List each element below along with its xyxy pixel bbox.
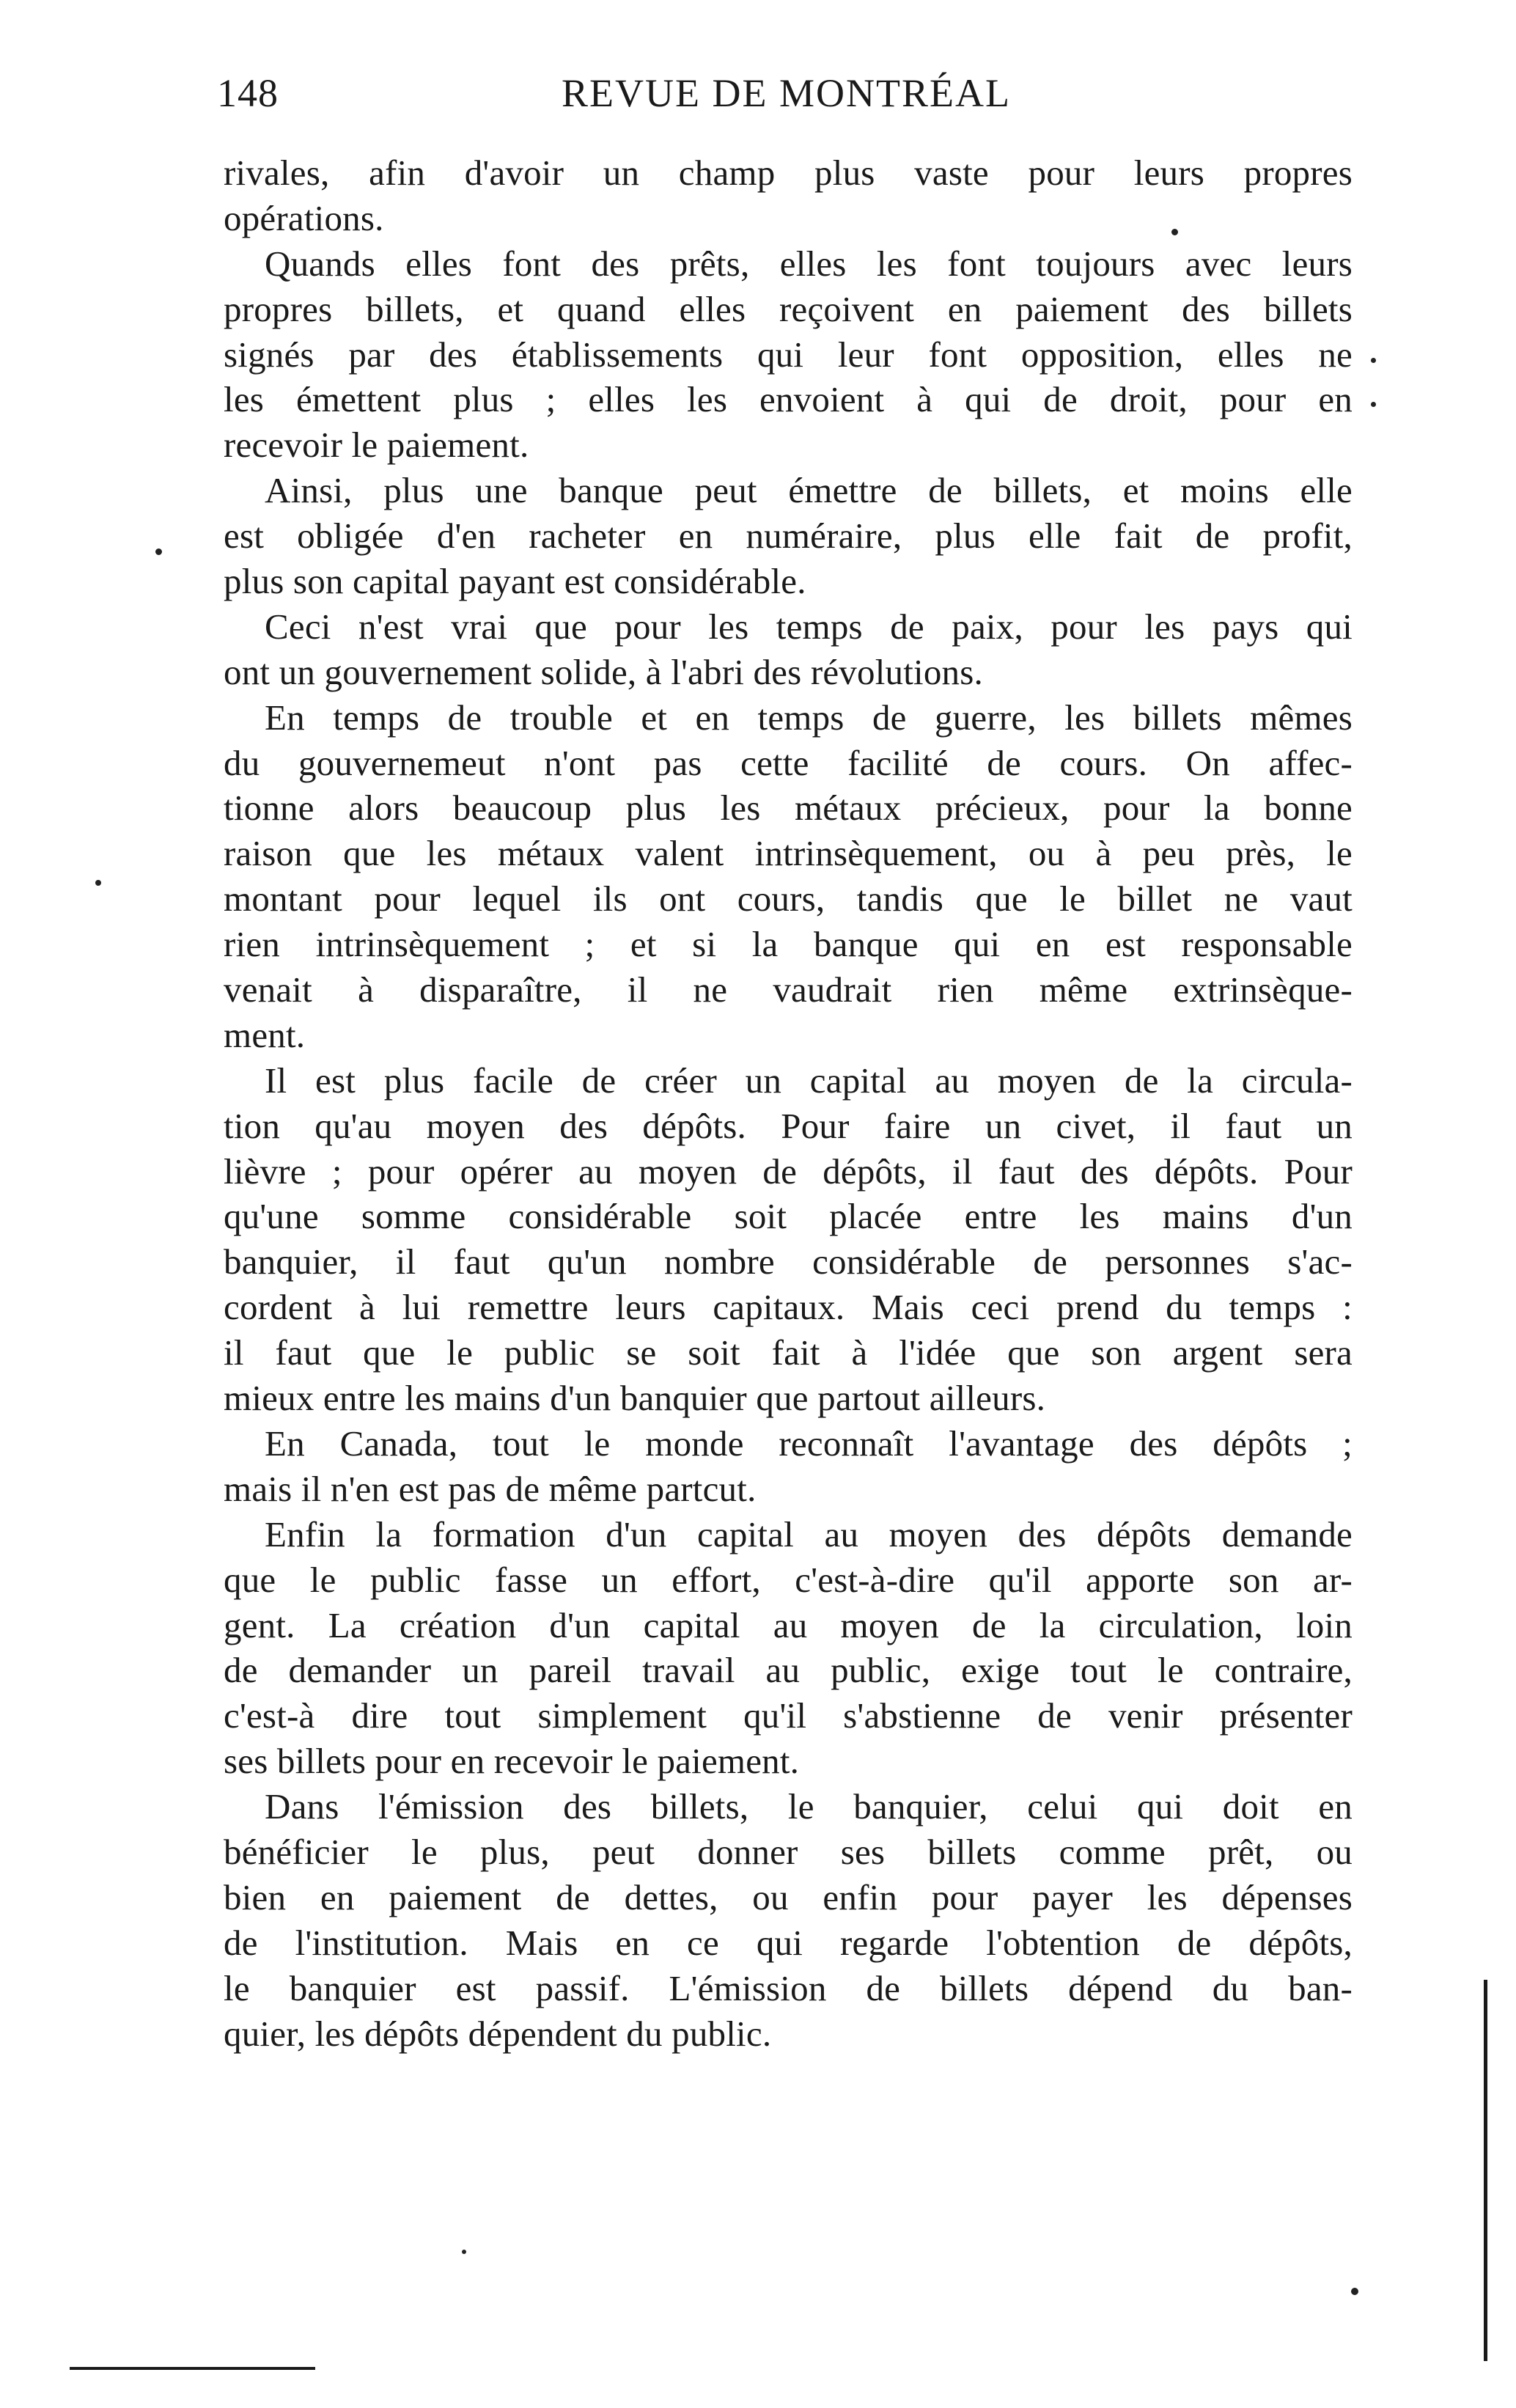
text-line: Enfin la formation d'un capital au moyen des dépôts demande [265, 1513, 1353, 1554]
text-line: En Canada, tout le monde reconnaît l'avantage des dépôts ; [265, 1423, 1353, 1464]
text-line: bénéficier le plus, peut donner ses billets comme prêt, ou [224, 1831, 1353, 1872]
text-line: venait à disparaître, il ne vaudrait rien même extrinsèque- [224, 969, 1353, 1010]
footer-rule [70, 2367, 315, 2370]
page-header [217, 70, 1324, 129]
text-line: est obligée d'en racheter en numéraire, plus elle fait de profit, [224, 515, 1353, 557]
scan-margin-bar [1484, 1980, 1487, 2361]
text-line: Ceci n'est vrai que pour les temps de paix, pour les pays qui [265, 606, 1353, 647]
print-speck [1371, 358, 1376, 363]
text-line: Ainsi, plus une banque peut émettre de billets, et moins elle [265, 470, 1353, 511]
text-line: raison que les métaux valent intrinsèquement, ou à peu près, le [224, 833, 1353, 874]
print-speck [1371, 402, 1376, 407]
text-line: les émettent plus ; elles les envoient à qui de droit, pour en [224, 379, 1353, 420]
text-line: recevoir le paiement. [224, 425, 529, 466]
text-line: En temps de trouble et en temps de guerre, les billets mêmes [265, 697, 1353, 738]
text-line: cordent à lui remettre leurs capitaux. Mais ceci prend du temps : [224, 1287, 1353, 1328]
text-line: de l'institution. Mais en ce qui regarde l'obtention de dépôts, [224, 1922, 1353, 1963]
text-line: rivales, afin d'avoir un champ plus vaste pour leurs propres [224, 153, 1353, 193]
text-line: mais il n'en est pas de même partcut. [224, 1468, 757, 1509]
text-line: opérations. [224, 197, 384, 238]
print-speck [462, 2250, 466, 2254]
text-line: ont un gouvernement solide, à l'abri des révolutions. [224, 651, 983, 692]
text-line: signés par des établissements qui leur font opposition, elles ne [224, 334, 1353, 375]
text-line: tionne alors beaucoup plus les métaux précieux, pour la bonne [224, 788, 1353, 829]
body-text [224, 150, 1353, 2056]
text-line: qu'une somme considérable soit placée entre les mains d'un [224, 1196, 1353, 1237]
text-line: Il est plus facile de créer un capital au moyen de la circula- [265, 1060, 1353, 1101]
text-line: le banquier est passif. L'émission de billets dépend du ban- [224, 1967, 1353, 2008]
running-title: REVUE DE MONTRÉAL [562, 71, 1011, 115]
text-line: plus son capital payant est considérable. [224, 561, 806, 602]
page-number: 148 [217, 71, 279, 115]
text-line: propres billets, et quand elles reçoivent en paiement des billets [224, 288, 1353, 329]
text-line: ses billets pour en recevoir le paiement. [224, 1741, 800, 1782]
text-line: que le public fasse un effort, c'est-à-dire qu'il apporte son ar- [224, 1559, 1353, 1600]
text-line: rien intrinsèquement ; et si la banque qui en est responsable [224, 924, 1353, 965]
print-speck [1171, 229, 1178, 235]
text-line: lièvre ; pour opérer au moyen de dépôts, il faut des dépôts. Pour [224, 1150, 1353, 1192]
text-line: gent. La création d'un capital au moyen de la circulation, loin [224, 1604, 1353, 1645]
text-line: du gouvernemeut n'ont pas cette facilité de cours. On affec- [224, 742, 1353, 783]
text-line: bien en paiement de dettes, ou enfin pour payer les dépenses [224, 1876, 1353, 1917]
print-speck [95, 880, 101, 886]
text-line: quier, les dépôts dépendent du public. [224, 2013, 772, 2054]
text-line: de demander un pareil travail au public, exige tout le contraire, [224, 1650, 1353, 1691]
print-speck [155, 548, 162, 555]
text-line: il faut que le public se soit fait à l'idée que son argent sera [224, 1332, 1353, 1373]
text-line: banquier, il faut qu'un nombre considérable de personnes s'ac- [224, 1241, 1353, 1282]
text-line: ment. [224, 1014, 306, 1055]
text-line: Quands elles font des prêts, elles les font toujours avec leurs [265, 243, 1353, 284]
text-line: c'est-à dire tout simplement qu'il s'abstienne de venir présenter [224, 1695, 1353, 1736]
text-line: montant pour lequel ils ont cours, tandis que le billet ne vaut [224, 878, 1353, 919]
text-line: tion qu'au moyen des dépôts. Pour faire un civet, il faut un [224, 1105, 1353, 1146]
print-speck [1351, 2288, 1358, 2295]
text-line: Dans l'émission des billets, le banquier, celui qui doit en [265, 1786, 1353, 1827]
text-line: mieux entre les mains d'un banquier que partout ailleurs. [224, 1378, 1046, 1419]
